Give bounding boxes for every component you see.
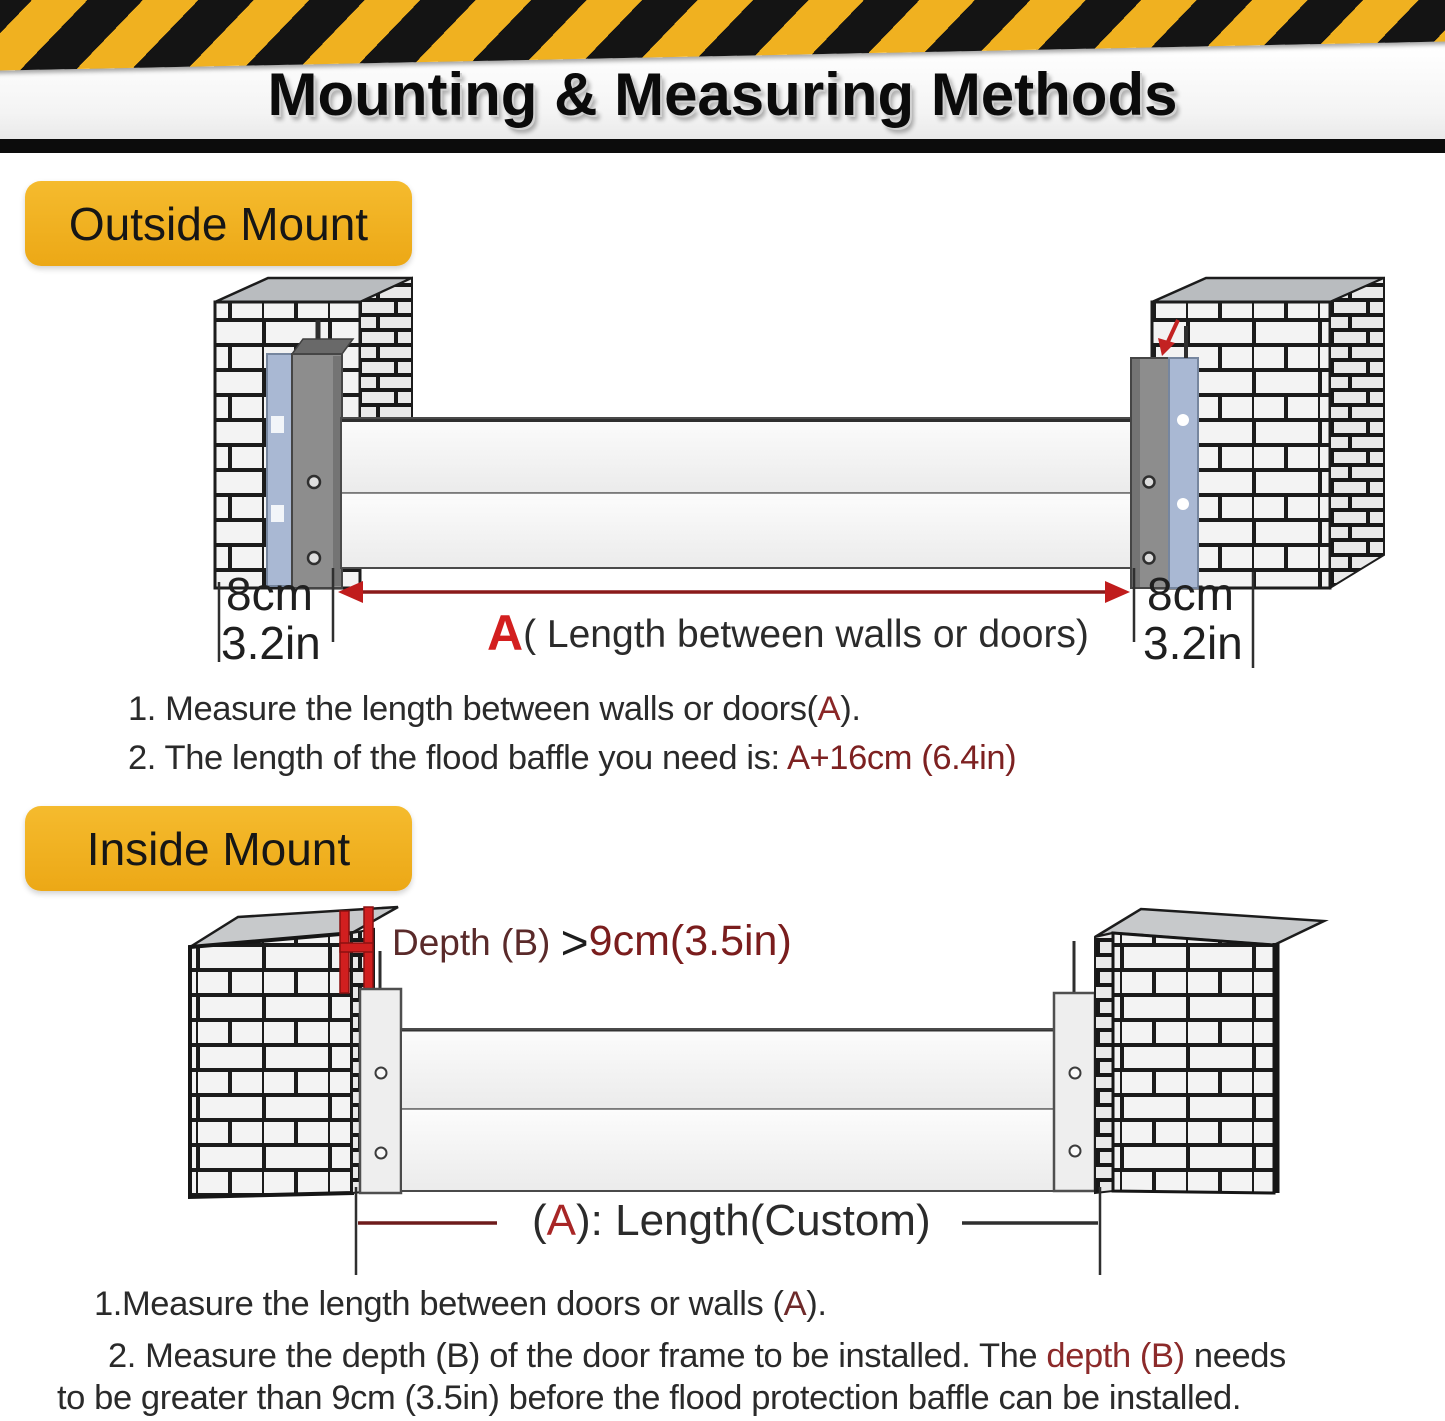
seal-strip [267, 354, 292, 586]
strip-hole [1177, 498, 1189, 510]
outside-right-bracket [1131, 320, 1198, 588]
pillar-brick-front [190, 933, 352, 1197]
barrier-panel-top [401, 1029, 1058, 1109]
length-label-post: ): Length(Custom) [576, 1196, 931, 1245]
mount-channel [360, 989, 401, 1193]
header-divider-bar [0, 139, 1445, 153]
outside-dim-left-in: 3.2in [221, 617, 321, 669]
seal-strip [1169, 358, 1198, 588]
greater-than-symbol: > [560, 917, 589, 970]
screw-hole [1070, 1068, 1081, 1079]
inside-length-label [532, 1196, 931, 1246]
barrier-panel-bottom [341, 493, 1140, 568]
strip-hole [271, 505, 284, 522]
depth-gauge-cross-bar [340, 943, 373, 952]
length-a-symbol: A [546, 1196, 577, 1245]
step-text: 2. Measure the depth (B) of the door frame to be installed. The [108, 1337, 1047, 1375]
screw-hole [376, 1148, 387, 1159]
screw-hole [308, 476, 320, 488]
strip-hole [1177, 414, 1189, 426]
channel-shade [1132, 359, 1140, 587]
inside-mount-label [25, 806, 412, 891]
outside-mount-label [25, 181, 412, 266]
inside-step-2-line-1 [108, 1337, 1286, 1376]
outside-dim-right-cm: 8cm [1147, 568, 1234, 620]
length-label-pre: ( [532, 1196, 547, 1245]
screw-hole [1070, 1146, 1081, 1157]
page-title: Mounting & Measuring Methods [267, 61, 1178, 128]
outside-step-1 [128, 690, 861, 729]
pillar-brick-side [1330, 278, 1384, 588]
channel-shade [333, 356, 341, 586]
length-a-symbol: A [487, 605, 524, 661]
step-text: ). [806, 1285, 827, 1323]
screw-hole [308, 552, 320, 564]
inside-right-bracket [1054, 941, 1095, 1191]
outside-mount-label-text: Outside Mount [68, 197, 369, 250]
outside-flood-barrier [341, 418, 1140, 568]
pillar-brick-side [360, 278, 412, 422]
strip-hole [271, 416, 284, 433]
step-text: 1. Measure the length between walls or doors( [128, 690, 818, 728]
outside-dim-right-in: 3.2in [1143, 617, 1243, 669]
inside-right-pillar [1095, 909, 1324, 1193]
inside-step-1 [94, 1285, 827, 1324]
outside-dim-left-cm: 8cm [226, 568, 313, 620]
length-label-text: ( Length between walls or doors) [523, 613, 1089, 656]
inside-mount-label-text: Inside Mount [86, 822, 351, 875]
depth-label-text: Depth (B) [392, 922, 561, 963]
step-highlight: A [817, 690, 841, 728]
step-text: needs [1184, 1337, 1286, 1375]
step-text: 2. The length of the flood baffle you need is: [128, 739, 787, 777]
outside-length-label [487, 604, 1089, 662]
inside-depth-label [392, 916, 792, 971]
inside-step-2-line-2: to be greater than 9cm (3.5in) before the flood protection baffle can be installed. [57, 1379, 1242, 1417]
step-text: ). [840, 690, 861, 728]
screw-hole [1144, 553, 1155, 564]
step-highlight: depth (B) [1046, 1337, 1185, 1375]
depth-value-text: 9cm(3.5in) [588, 917, 792, 965]
pillar-brick-front [1113, 933, 1274, 1193]
arrowhead-right [1105, 581, 1130, 603]
step-highlight: A [783, 1285, 807, 1323]
barrier-panel-bottom [401, 1109, 1058, 1191]
barrier-panel-top [341, 418, 1140, 493]
outside-step-2 [128, 739, 1016, 778]
pillar-brick-side [1095, 933, 1113, 1193]
inside-flood-barrier [401, 1029, 1058, 1191]
screw-hole [376, 1068, 387, 1079]
step-highlight: A+16cm (6.4in) [786, 739, 1017, 777]
channel-top-cap [292, 339, 353, 354]
screw-hole [1144, 477, 1155, 488]
mount-channel [1054, 993, 1095, 1191]
step-text: 1.Measure the length between doors or walls ( [94, 1285, 784, 1323]
